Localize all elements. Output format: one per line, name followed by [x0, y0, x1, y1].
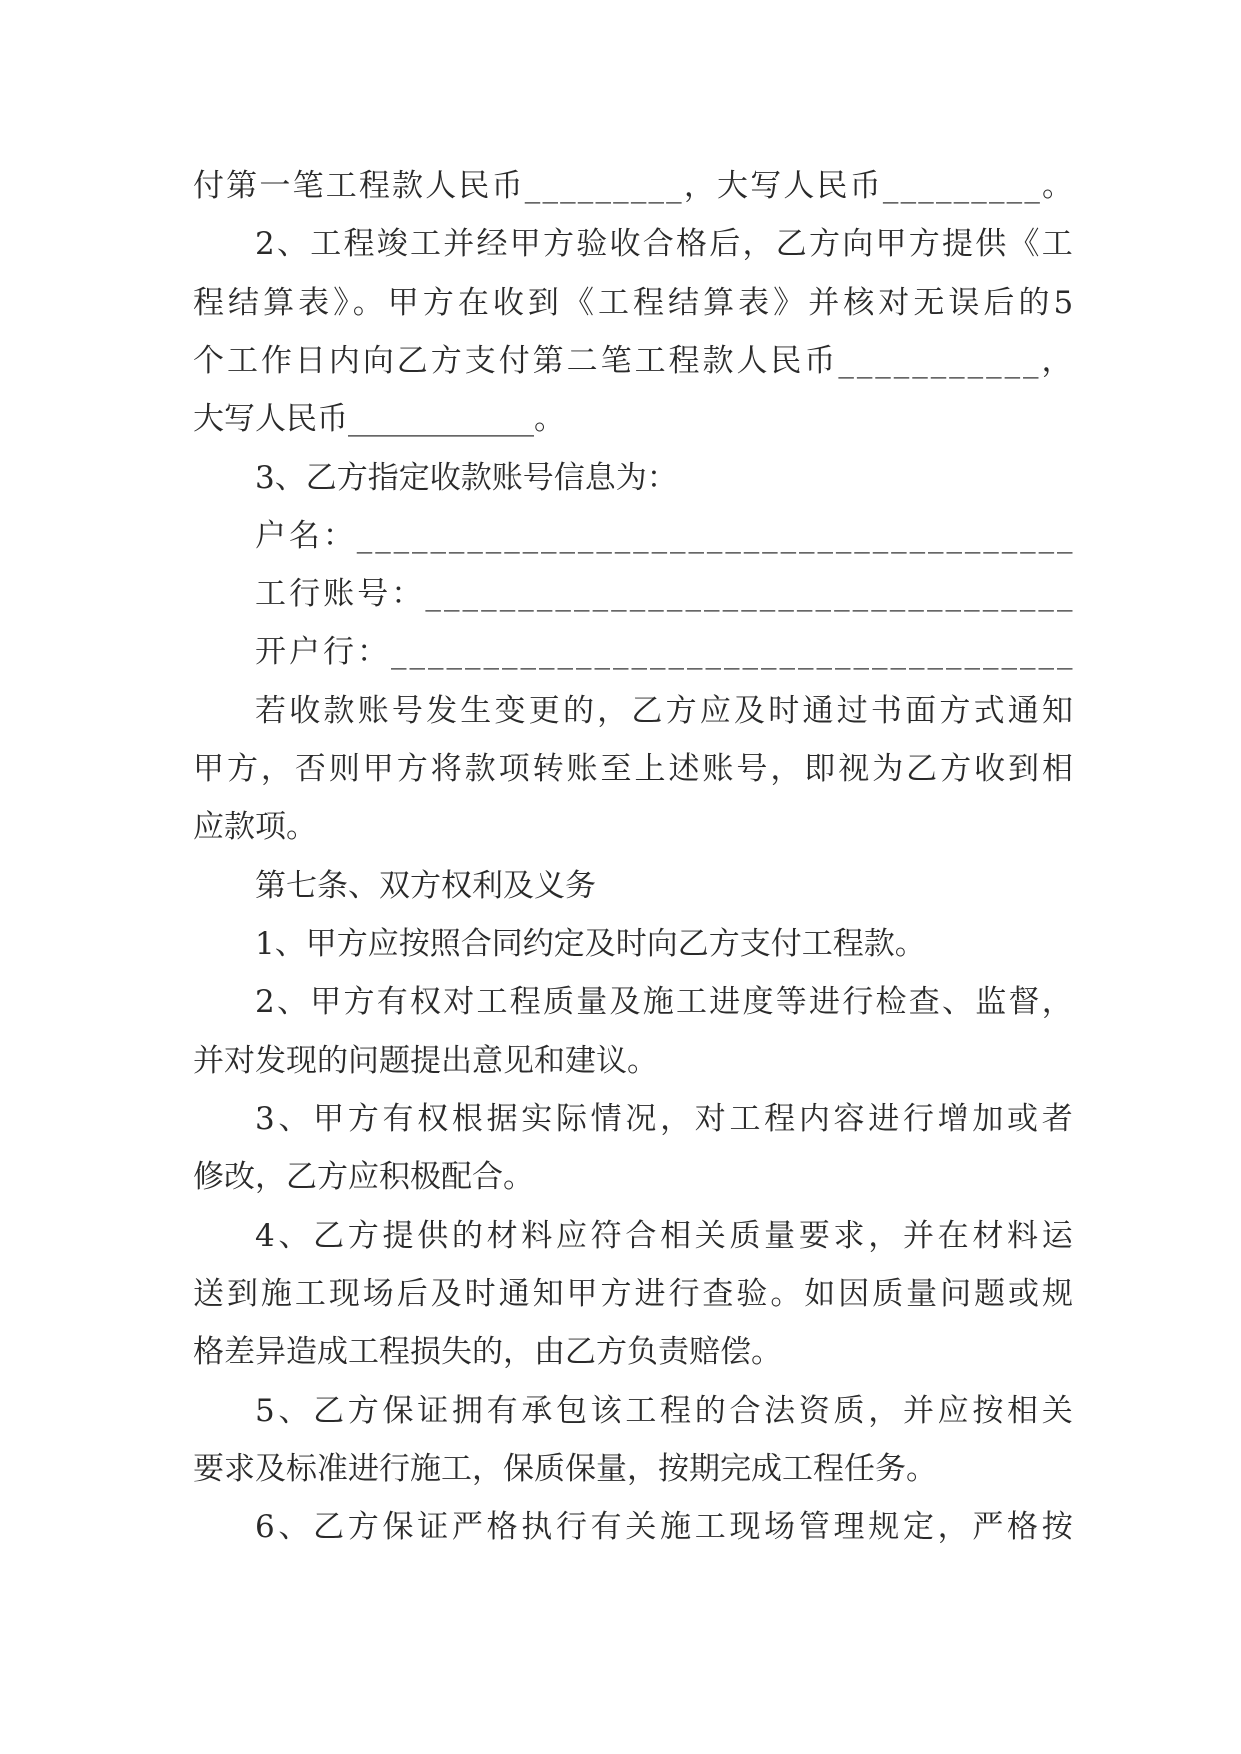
text-line: 并对发现的问题提出意见和建议。: [193, 1043, 658, 1079]
text-line: 1、甲方应按照合同约定及时向乙方支付工程款。: [255, 926, 926, 962]
text-line: 5、乙方保证拥有承包该工程的合法资质，并应按相关: [255, 1393, 1077, 1429]
text-line: 3、乙方指定收款账号信息为：: [255, 460, 678, 496]
text-line: 修改，乙方应积极配合。: [193, 1159, 534, 1195]
text-line: 6、乙方保证严格执行有关施工现场管理规定，严格按: [255, 1509, 1077, 1545]
text-line: 送到施工现场后及时通知甲方进行查验。如因质量问题或规: [193, 1276, 1076, 1312]
text-line: 格差异造成工程损失的，由乙方负责赔偿。: [193, 1334, 782, 1370]
section-heading: 第七条、双方权利及义务: [255, 868, 596, 904]
text-line: 大写人民币____________。: [193, 401, 565, 437]
text-line: 4、乙方提供的材料应符合相关质量要求，并在材料运: [255, 1218, 1077, 1254]
text-line: 要求及标准进行施工，保质保量，按期完成工程任务。: [193, 1451, 937, 1487]
text-line: 付第一笔工程款人民币_________，大写人民币_________。: [193, 168, 1076, 204]
text-line: 3、甲方有权根据实际情况，对工程内容进行增加或者: [255, 1101, 1077, 1137]
text-line: 2、工程竣工并经甲方验收合格后，乙方向甲方提供《工: [255, 226, 1075, 262]
text-line: 程结算表》。甲方在收到《工程结算表》并核对无误后的5: [193, 285, 1078, 321]
text-line: 若收款账号发生变更的，乙方应及时通过书面方式通知: [255, 693, 1077, 729]
text-line: 开户行：_____________________________________: [255, 634, 1076, 670]
text-line: 户名：_______________________________________: [255, 518, 1076, 554]
text-line: 甲方，否则甲方将款项转账至上述账号，即视为乙方收到相: [193, 751, 1076, 787]
text-line: 应款项。: [193, 809, 317, 845]
text-line: 工行账号：___________________________________: [255, 576, 1076, 612]
text-line: 2、甲方有权对工程质量及施工进度等进行检查、监督，: [255, 984, 1075, 1020]
text-line: 个工作日内向乙方支付第二笔工程款人民币___________，: [193, 343, 1076, 379]
